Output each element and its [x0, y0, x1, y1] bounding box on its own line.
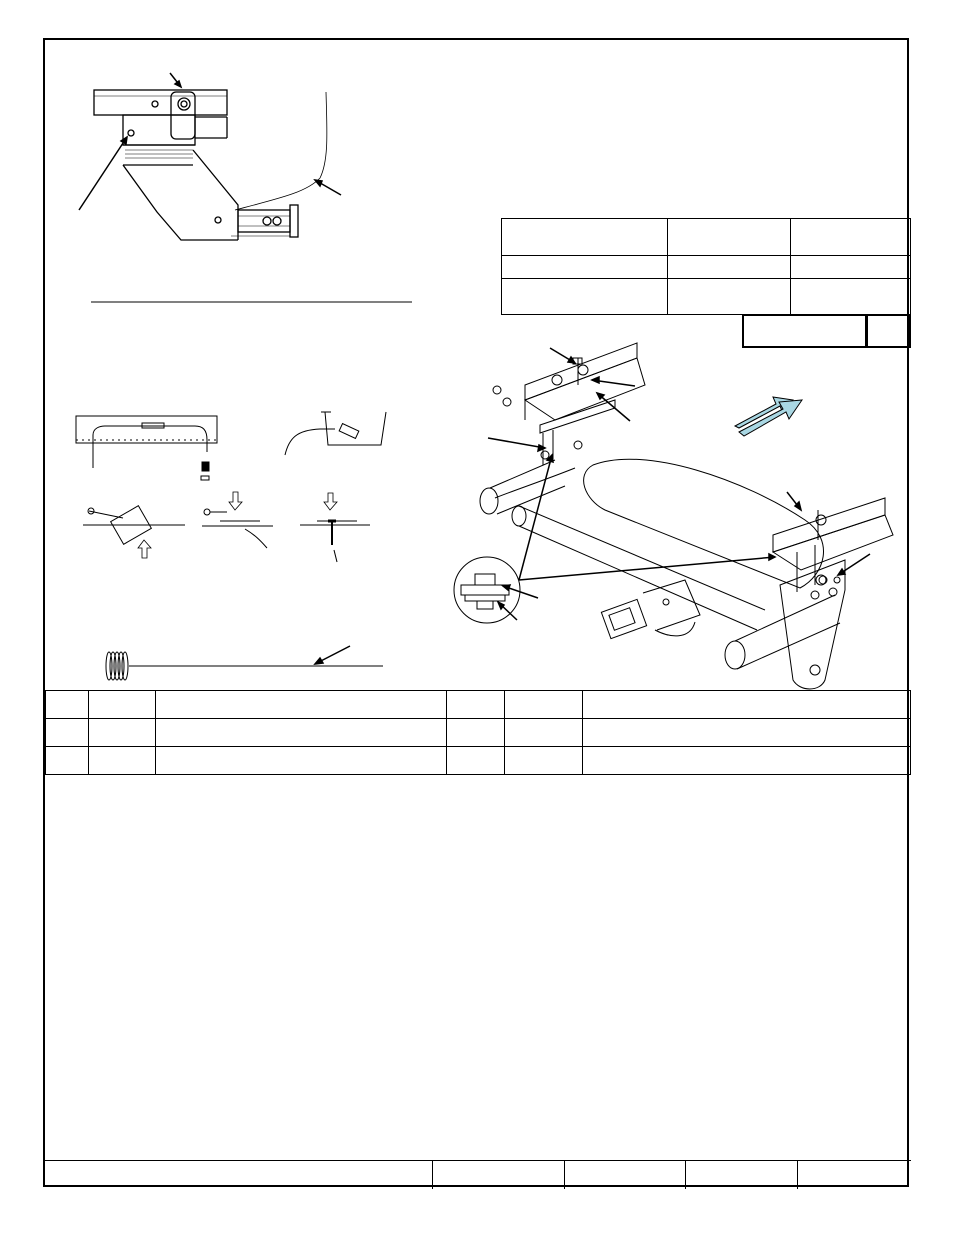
parts-cell: [446, 690, 505, 719]
parts-cell: [582, 690, 911, 719]
parts-cell: [155, 690, 447, 719]
parts-cell: [88, 690, 156, 719]
parts-cell: [88, 718, 156, 747]
parts-cell: [582, 746, 911, 775]
parts-cell: [504, 690, 583, 719]
parts-cell: [155, 746, 447, 775]
parts-cell: [45, 690, 89, 719]
parts-cell: [88, 746, 156, 775]
title-block-cell: [45, 1160, 433, 1189]
parts-cell: [446, 718, 505, 747]
parts-cell: [582, 718, 911, 747]
parts-cell: [45, 718, 89, 747]
parts-cell: [155, 718, 447, 747]
direction-arrow-icon: [45, 40, 911, 1189]
drawing-sheet: [43, 38, 909, 1187]
title-block-cell: [564, 1160, 686, 1189]
parts-cell: [504, 718, 583, 747]
title-block-cell: [685, 1160, 798, 1189]
parts-cell: [504, 746, 583, 775]
title-block-cell: [797, 1160, 911, 1189]
parts-cell: [45, 746, 89, 775]
title-block-cell: [432, 1160, 565, 1189]
parts-cell: [446, 746, 505, 775]
